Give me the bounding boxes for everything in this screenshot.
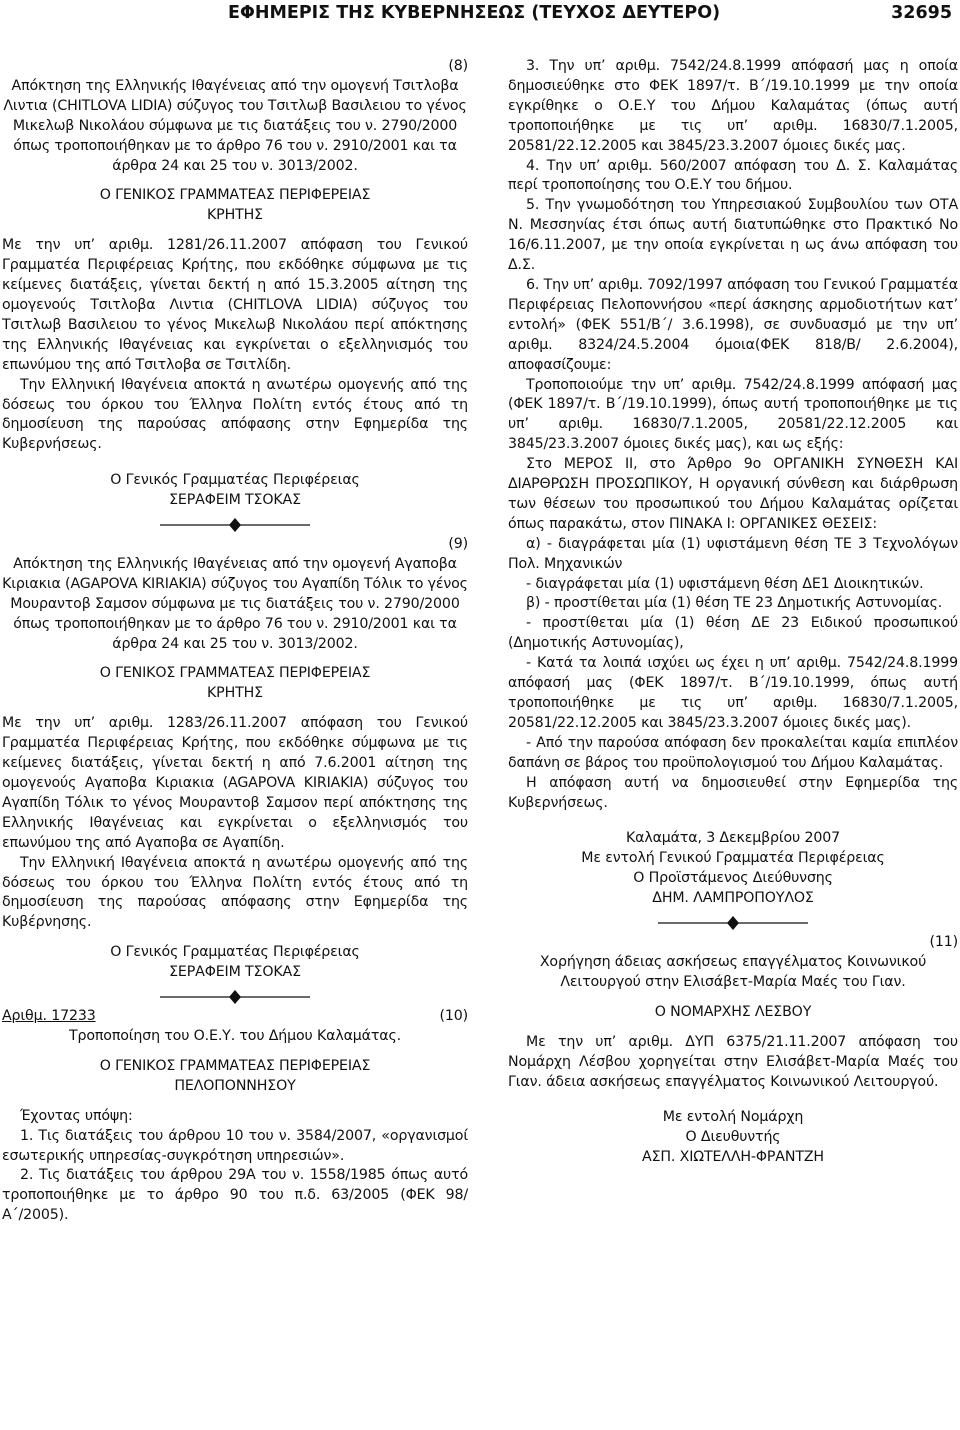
decision-number: (11): [929, 934, 958, 951]
place-date: Καλαμάτα, 3 Δεκεμβρίου 2007: [626, 830, 840, 847]
issuing-authority-region: ΚΡΗΤΗΣ: [207, 207, 263, 224]
signatory-name: ΣΕΡΑΦΕΙΜ ΤΣΟΚΑΣ: [169, 492, 301, 509]
consideration-item: 4. Την υπ’ αριθμ. 560/2007 απόφαση του Δ. Σ. Καλαμάτας περί τροποποίησης του Ο.Ε.Υ του δήμου.: [508, 157, 958, 194]
decision-body: Στο ΜΕΡΟΣ ΙΙ, στο Άρθρο 9ο ΟΡΓΑΝΙΚΗ ΣΥΝΘΕΣΗ ΚΑΙ ΔΙΑΡΘΡΩΣΗ ΠΡΟΣΩΠΙΚΟΥ, Η οργανική σύνθεση και διάρθρωση των θέσεων του προσωπικού του Δήμου Καλαμάτας ορίζεται όπως παρακάτω, στον ΠΙΝΑΚΑ Ι: ΟΡΓΑΝΙΚΕΣ ΘΕΣΕΙΣ:: [508, 456, 958, 532]
signatory-title: Ο Προϊστάμενος Διεύθυνσης: [633, 870, 833, 887]
decision-body: Τροποποιούμε την υπ’ αριθμ. 7542/24.8.1999 απόφασή μας (ΦΕΚ 1897/τ. Β΄/19.10.1999), όπως αυτή τροποποιήθηκε με τις υπ’ αριθμ. 16830/7.1.2005, 20581/22.12.2005 και 3845/23.3.2007 όμοιες δικές μας), και ως εξής:: [508, 376, 958, 453]
right-column: [508, 57, 958, 1168]
decision-body: - προστίθεται μία (1) θέση ΔΕ 23 Ειδικού προσωπικού (Δημοτικής Αστυνομίας),: [508, 615, 958, 652]
issuing-authority-region: ΠΕΛΟΠΟΝΝΗΣΟΥ: [174, 1077, 296, 1094]
issuing-authority: Ο ΓΕΝΙΚΟΣ ΓΡΑΜΜΑΤΕΑΣ ΠΕΡΙΦΕΡΕΙΑΣ: [99, 1057, 371, 1074]
decision-body: α) - διαγράφεται μία (1) υφιστάμενη θέση ΤΕ 3 Τεχνολόγων Πολ. Μηχανικών: [508, 535, 958, 572]
decision-body: Με την υπ’ αριθμ. 1283/26.11.2007 απόφαση του Γενικού Γραμματέα Περιφέρειας Κρήτης, που εκδόθηκε σύμφωνα με τις κείμενες διατάξεις, γίνεται δεκτή η από 7.6.2001 αίτηση της ομογενούς Αγαποβα Κιριακια (AGAPOVA KIRIAKIA) σύζυγος του Αγαπίδη Τόλικ το γένος Μουραντοβ Σαμσον περί απόκτησης της Ελληνικής Ιθαγένειας και εγκρίνεται ο εξελληνισμός του επωνύμου της από Αγαποβα σε Αγαπίδη.: [2, 715, 468, 851]
signatory-name: ΣΕΡΑΦΕΙΜ ΤΣΟΚΑΣ: [169, 964, 301, 981]
gazette-title: ΕΦΗΜΕΡΙΣ ΤΗΣ ΚΥΒΕΡΝΗΣΕΩΣ (ΤΕΥΧΟΣ ΔΕΥΤΕΡΟ): [228, 3, 721, 23]
section-separator-icon: [658, 913, 808, 933]
decision-body: - Κατά τα λοιπά ισχύει ως έχει η υπ’ αριθμ. 7542/24.8.1999 απόφασή μας (ΦΕΚ 1897/τ. Β΄/19.10.1999, όπως αυτή τροποποιήθηκε με τις υπ’ αριθμ. 16830/7.1.2005, 20581/22.12.2005 και 3845/23.3.2007 όμοιες δικές μας).: [508, 655, 958, 731]
section-separator-icon: [160, 987, 310, 1007]
decision-body: Την Ελληνική Ιθαγένεια αποκτά η ανωτέρω ομογενής από της δόσεως του όρκου του Έλληνα Πολίτη εντός έτους από τη δημοσίευση της παρούσας απόφασης στην Εφημερίδα της Κυβερνήσεως.: [2, 376, 468, 453]
decision-body: Η απόφαση αυτή να δημοσιευθεί στην Εφημερίδα της Κυβερνήσεως.: [508, 774, 958, 811]
signatory-name: ΔΗΜ. ΛΑΜΠΡΟΠΟΥΛΟΣ: [652, 890, 814, 907]
issuing-authority: Ο ΓΕΝΙΚΟΣ ΓΡΑΜΜΑΤΕΑΣ ΠΕΡΙΦΕΡΕΙΑΣ: [99, 187, 371, 204]
consideration-item: 1. Τις διατάξεις του άρθρου 10 του ν. 3584/2007, «οργανισμοί εσωτερικής υπηρεσίας-συγκρότηση υπηρεσιών».: [2, 1127, 468, 1164]
signatory-title: Ο Γενικός Γραμματέας Περιφέρειας: [110, 944, 360, 961]
issuing-authority: Ο ΝΟΜΑΡΧΗΣ ΛΕΣΒΟΥ: [654, 1003, 812, 1020]
decision-subject: Τροποποίηση του Ο.Ε.Υ. του Δήμου Καλαμάτας.: [69, 1027, 401, 1044]
signatory-title: Ο Γενικός Γραμματέας Περιφέρειας: [110, 472, 360, 489]
signatory-title: Ο Διευθυντής: [685, 1129, 781, 1146]
decision-number: (8): [448, 58, 468, 74]
decision-body: - διαγράφεται μία (1) υφιστάμενη θέση ΔΕ1 Διοικητικών.: [526, 575, 924, 592]
decision-body: - Από την παρούσα απόφαση δεν προκαλείται καμία επιπλέον δαπάνη σε βάρος του προϋπολογισμού του Δήμου Καλαμάτας.: [508, 734, 958, 771]
left-column: [2, 57, 468, 1226]
signatory-name: ΑΣΠ. ΧΙΩΤΕΛΛΗ-ΦΡΑΝΤΖΗ: [642, 1149, 824, 1166]
protocol-number: Αριθμ. 17233: [2, 1008, 96, 1025]
decision-body: Με την υπ’ αριθμ. 1281/26.11.2007 απόφαση του Γενικού Γραμματέα Περιφέρειας Κρήτης, που εκδόθηκε σύμφωνα με τις κείμενες διατάξεις, γίνεται δεκτή η από 15.3.2005 αίτηση της ομογενούς Τσιτλοβα Λιντια (CHITLOVA LIDIA) σύζυγος του Τσιτλωβ Βασιλειου το γένος Μικελωβ Νικολάου περί απόκτησης της Ελληνικής Ιθαγένειας και εγκρίνεται ο εξελληνισμός του επωνύμου της από Τσιτλοβα σε Τσιτλίδη.: [2, 237, 468, 373]
decision-body: Με την υπ’ αριθμ. ΔΥΠ 6375/21.11.2007 απόφαση του Νομάρχη Λέσβου χορηγείται στην Ελισάβετ-Μαρία Μαές του Γιαν. άδεια ασκήσεως επαγγέλματος Κοινωνικού Λειτουργού.: [508, 1033, 958, 1090]
signatory-title: Με εντολή Γενικού Γραμματέα Περιφέρειας: [581, 850, 885, 867]
consideration-item: 6. Την υπ’ αριθμ. 7092/1997 απόφαση του Γενικού Γραμματέα Περιφέρειας Πελοποννήσου «περί άσκησης αρμοδιοτήτων κατ’ εντολή» (ΦΕΚ 551/Β΄/ 3.6.1998), σε συνδυασμό με την υπ’ αριθμ. 8324/24.5.2004 όμοια(ΦΕΚ 818/Β/ 2.6.2004), αποφασίζουμε:: [508, 276, 958, 373]
decision-heading: [2, 1007, 468, 1027]
decision-subject: Απόκτηση της Ελληνικής Ιθαγένειας από την ομογενή Τσιτλοβα Λιντια (CHITLOVA LIDIA) σύζυγος του Τσιτλωβ Βασιλειου το γένος Μικελωβ Νικολάου σύμφωνα με τις διατάξεις του ν. 2790/2000 όπως τροποποιήθηκαν με το άρθρο 76 του ν. 2910/2001 και τα άρθρα 24 και 25 του ν. 3013/2002.: [3, 77, 467, 174]
decision-body: Την Ελληνική Ιθαγένεια αποκτά η ανωτέρω ομογενής από της δόσεως του όρκου του Έλληνα Πολίτη εντός έτους από τη δημοσίευση της παρούσας απόφασης στην Εφημερίδα της Κυβέρνησης.: [2, 854, 468, 931]
consideration-item: 2. Τις διατάξεις του άρθρου 29Α του ν. 1558/1985 όπως αυτό τροποποιήθηκε με το άρθρο 90 του π.δ. 63/2005 (ΦΕΚ 98/Α΄/2005).: [2, 1167, 468, 1224]
consideration-item: 3. Την υπ’ αριθμ. 7542/24.8.1999 απόφασή μας η οποία δημοσιεύθηκε στο ΦΕΚ 1897/τ. Β΄/19.10.1999 με την οποία εγκρίθηκε ο Ο.Ε.Υ του Δήμου Καλαμάτας (όπως αυτή τροποποιήθηκε με τις υπ’ αριθμ. 16830/7.1.2005, 20581/22.12.2005 και 3845/23.3.2007 όμοιες δικές μας.: [508, 58, 958, 154]
decision-number: (10): [439, 1008, 468, 1025]
issuing-authority: Ο ΓΕΝΙΚΟΣ ΓΡΑΜΜΑΤΕΑΣ ΠΕΡΙΦΕΡΕΙΑΣ: [99, 665, 371, 682]
decision-number: (9): [448, 536, 468, 553]
consideration-item: 5. Την γνωμοδότηση του Υπηρεσιακού Συμβουλίου των ΟΤΑ Ν. Μεσσηνίας έτσι όπως αυτή διατυπώθηκε στο Πρακτικό Νο 16/6.11.2007, με την οποία εγκρίνεται η ως άνω απόφαση του Δ.Σ.: [508, 197, 958, 274]
page-header: [0, 0, 960, 40]
decision-body: β) - προστίθεται μία (1) θέση ΤΕ 23 Δημοτικής Αστυνομίας.: [526, 595, 943, 612]
signatory-title: Με εντολή Νομάρχη: [662, 1109, 804, 1126]
page-number: 32695: [891, 3, 952, 23]
decision-subject: Απόκτηση της Ελληνικής Ιθαγένειας από την ομογενή Αγαποβα Κιριακια (AGAPOVA KIRIAKIA) σύζυγος του Αγαπίδη Τόλικ το γένος Μουραντοβ Σαμσον σύμφωνα με τις διατάξεις του ν. 2790/2000 όπως τροποποιήθηκαν με το άρθρο 76 του ν. 2910/2001 και τα άρθρα 24 και 25 του ν. 3013/2002.: [2, 555, 468, 652]
section-separator-icon: [160, 515, 310, 535]
considerations-intro: Έχοντας υπόψη:: [20, 1107, 133, 1124]
decision-subject: Χορήγηση άδειας ασκήσεως επαγγέλματος Κοινωνικού Λειτουργού στην Ελισάβετ-Μαρία Μαές του Γιαν.: [539, 953, 927, 990]
issuing-authority-region: ΚΡΗΤΗΣ: [207, 685, 263, 702]
